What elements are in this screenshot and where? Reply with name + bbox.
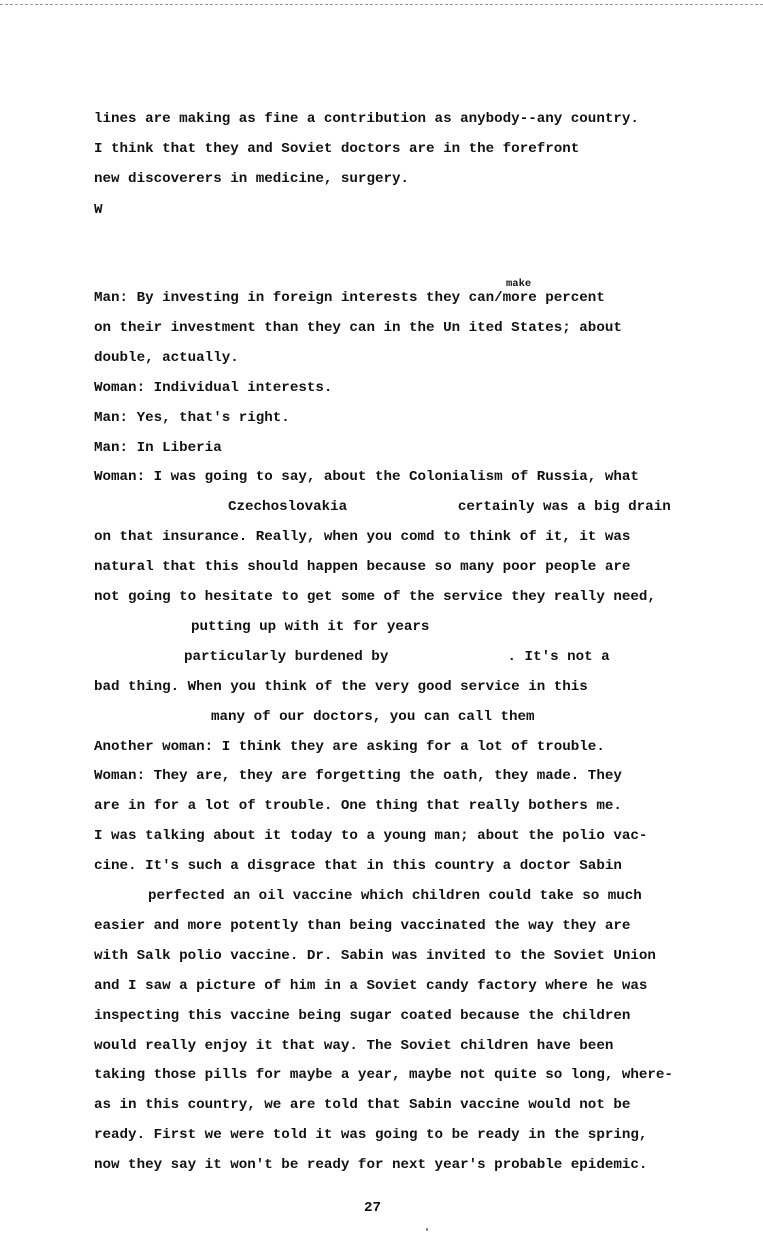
text-line: Woman: I was going to say, about the Colonialism of Russia, what xyxy=(94,469,639,485)
text-line: Czechoslovakia certainly was a big drain xyxy=(228,499,671,515)
text-line: Man: In Liberia xyxy=(94,440,222,456)
text-line: perfected an oil vaccine which children could take so much xyxy=(148,888,642,904)
handwritten-insertion: make xyxy=(506,278,532,290)
text-line: would really enjoy it that way. The Soviet children have been xyxy=(94,1038,614,1054)
text-line: on that insurance. Really, when you comd to think of it, it was xyxy=(94,529,631,545)
text-line: inspecting this vaccine being sugar coated because the children xyxy=(94,1008,631,1024)
text-line: new discoverers in medicine, surgery. xyxy=(94,171,410,187)
text-line: double, actually. xyxy=(94,350,239,366)
top-border-rule xyxy=(0,4,763,5)
text-line: particularly burdened by . It's not a xyxy=(184,649,610,665)
text-line: ready. First we were told it was going to be ready in the spring, xyxy=(94,1127,648,1143)
text-line: easier and more potently than being vaccinated the way they are xyxy=(94,918,631,934)
text-line: many of our doctors, you can call them xyxy=(211,709,535,725)
text-line: as in this country, we are told that Sabin vaccine would not be xyxy=(94,1097,631,1113)
text-line: now they say it won't be ready for next year's probable epidemic. xyxy=(94,1157,648,1173)
text-line: Another woman: I think they are asking for a lot of trouble. xyxy=(94,739,605,755)
scan-speck xyxy=(426,1228,428,1231)
text-line: Man: By investing in foreign interests they can/more percent xyxy=(94,290,605,306)
text-line: cine. It's such a disgrace that in this country a doctor Sabin xyxy=(94,858,622,874)
text-line: on their investment than they can in the Un ited States; about xyxy=(94,320,622,336)
text-line: are in for a lot of trouble. One thing that really bothers me. xyxy=(94,798,622,814)
text-line: bad thing. When you think of the very good service in this xyxy=(94,679,588,695)
text-line: Woman: They are, they are forgetting the oath, they made. They xyxy=(94,768,622,784)
text-line: with Salk polio vaccine. Dr. Sabin was invited to the Soviet Union xyxy=(94,948,656,964)
text-line: Woman: Individual interests. xyxy=(94,380,333,396)
text-line: I think that they and Soviet doctors are in the forefront xyxy=(94,141,580,157)
text-line: lines are making as fine a contribution as anybody--any country. xyxy=(94,111,639,127)
text-line: taking those pills for maybe a year, maybe not quite so long, where- xyxy=(94,1067,673,1083)
text-line: natural that this should happen because so many poor people are xyxy=(94,559,631,575)
text-line: W xyxy=(94,202,103,218)
text-line: I was talking about it today to a young man; about the polio vac- xyxy=(94,828,648,844)
text-line: not going to hesitate to get some of the service they really need, xyxy=(94,589,656,605)
text-line: Man: Yes, that's right. xyxy=(94,410,290,426)
page-number: 27 xyxy=(364,1200,382,1216)
text-line: putting up with it for years xyxy=(191,619,430,635)
text-line: and I saw a picture of him in a Soviet candy factory where he was xyxy=(94,978,648,994)
